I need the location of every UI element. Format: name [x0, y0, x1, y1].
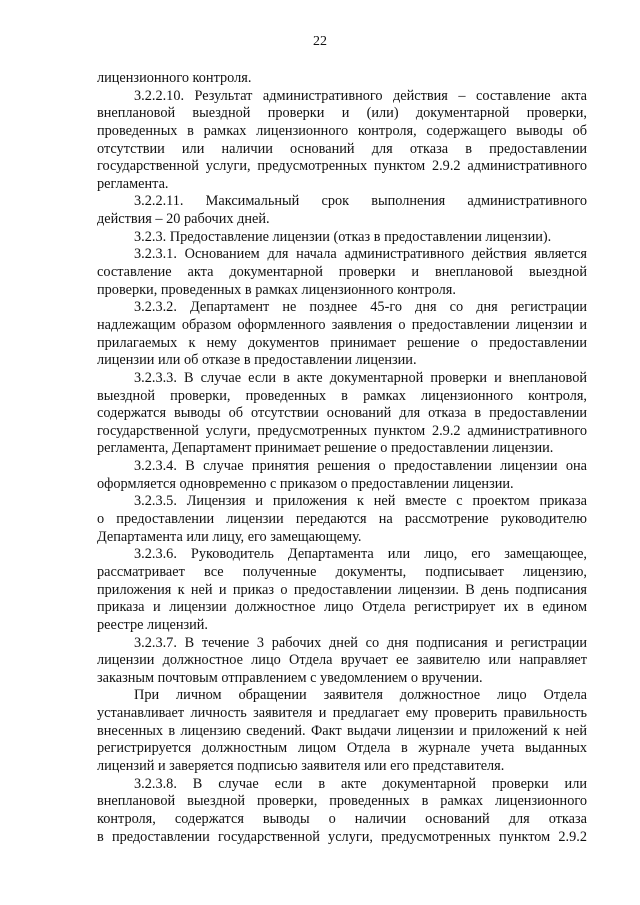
- text-line: о предоставлении лицензии передаются на рассмотрение руководителю: [97, 511, 587, 528]
- text-line: государственной услуги, предусмотренных пунктом 2.9.2 административного: [97, 158, 587, 175]
- text-line: проведенных в рамках лицензионного контроля, содержащего выводы об: [97, 122, 587, 139]
- text-line: 3.2.3.6. Руководитель Департамента или лицо, его замещающее,: [134, 546, 587, 563]
- text-line: приложения к ней и приказ о предоставлении лицензии. В день подписания: [97, 581, 587, 598]
- document-body: [97, 70, 587, 846]
- text-line: оформляется одновременно с приказом о предоставлении лицензии.: [97, 475, 514, 492]
- text-line: 3.2.2.11. Максимальный срок выполнения административного: [134, 193, 587, 210]
- text-line: надлежащим образом оформленного заявления о предоставлении лицензии и: [97, 316, 587, 333]
- text-line: проверки, проведенных в рамках лицензионного контроля.: [97, 281, 456, 298]
- text-line: 3.2.3. Предоставление лицензии (отказ в предоставлении лицензии).: [134, 228, 552, 245]
- text-line: составление акта документарной проверки и внеплановой выездной: [97, 264, 587, 281]
- text-line: регламента, Департамент принимает решение о предоставлении лицензии.: [97, 440, 554, 457]
- text-line: внеплановой выездной проверки, проведенных в рамках лицензионного: [97, 793, 587, 810]
- text-line: заказным почтовым отправлением с уведомлением о вручении.: [97, 669, 483, 686]
- text-line: 3.2.3.4. В случае принятия решения о предоставлении лицензии она: [134, 458, 587, 475]
- text-line: выездной проверки, проведенных в рамках лицензионного контроля,: [97, 387, 587, 404]
- text-line: действия – 20 рабочих дней.: [97, 211, 270, 228]
- text-line: государственной услуги, предусмотренных пунктом 2.9.2 административного: [97, 422, 587, 439]
- text-line: 3.2.3.1. Основанием для начала административного действия является: [134, 246, 587, 263]
- text-line: 3.2.3.7. В течение 3 рабочих дней со дня подписания и регистрации: [134, 634, 587, 651]
- text-line: отсутствии или наличии оснований для отказа в предоставлении: [97, 140, 587, 157]
- text-line: контроля, содержатся выводы о наличии оснований для отказа: [97, 810, 587, 827]
- text-line: регламента.: [97, 175, 169, 192]
- text-line: 3.2.2.10. Результат административного действия – составление акта: [134, 87, 587, 104]
- text-line: 3.2.3.3. В случае если в акте документарной проверки и внеплановой: [134, 369, 587, 386]
- text-line: внеплановой выездной проверки и (или) документарной проверки,: [97, 105, 587, 122]
- text-line: 3.2.3.2. Департамент не позднее 45-го дня со дня регистрации: [134, 299, 587, 316]
- text-line: содержатся выводы об отсутствии оснований для отказа в предоставлении: [97, 405, 587, 422]
- text-line: 3.2.3.8. В случае если в акте документарной проверки или: [134, 775, 587, 792]
- text-line: внесенных в лицензию сведений. Факт выдачи лицензии и приложений к ней: [97, 722, 587, 739]
- text-line: рассматривает все полученные документы, подписывает лицензию,: [97, 563, 587, 580]
- text-line: При личном обращении заявителя должностное лицо Отдела: [134, 687, 587, 704]
- text-line: Департамента или лицу, его замещающему.: [97, 528, 362, 545]
- text-line: в предоставлении государственной услуги, предусмотренных пунктом 2.9.2: [97, 828, 587, 845]
- text-line: прилагаемых к нему документов принимает решение о предоставлении: [97, 334, 587, 351]
- text-line: лицензионного контроля.: [97, 70, 252, 86]
- text-line: приказа и лицензии должностное лицо Отдела регистрирует их в едином: [97, 599, 587, 616]
- text-line: лицензий и заверяется подписью заявителя или его представителя.: [97, 757, 505, 774]
- text-line: устанавливает личность заявителя и предлагает ему проверить правильность: [97, 705, 587, 722]
- page-number: 22: [313, 34, 327, 49]
- text-line: лицензии должностное лицо Отдела вручает ее заявителю или направляет: [97, 652, 587, 669]
- text-line: регистрируется должностным лицом Отдела в журнале учета выданных: [97, 740, 587, 757]
- text-line: реестре лицензий.: [97, 616, 208, 633]
- text-line: 3.2.3.5. Лицензия и приложения к ней вместе с проектом приказа: [134, 493, 587, 510]
- text-line: лицензии или об отказе в предоставлении лицензии.: [97, 352, 417, 369]
